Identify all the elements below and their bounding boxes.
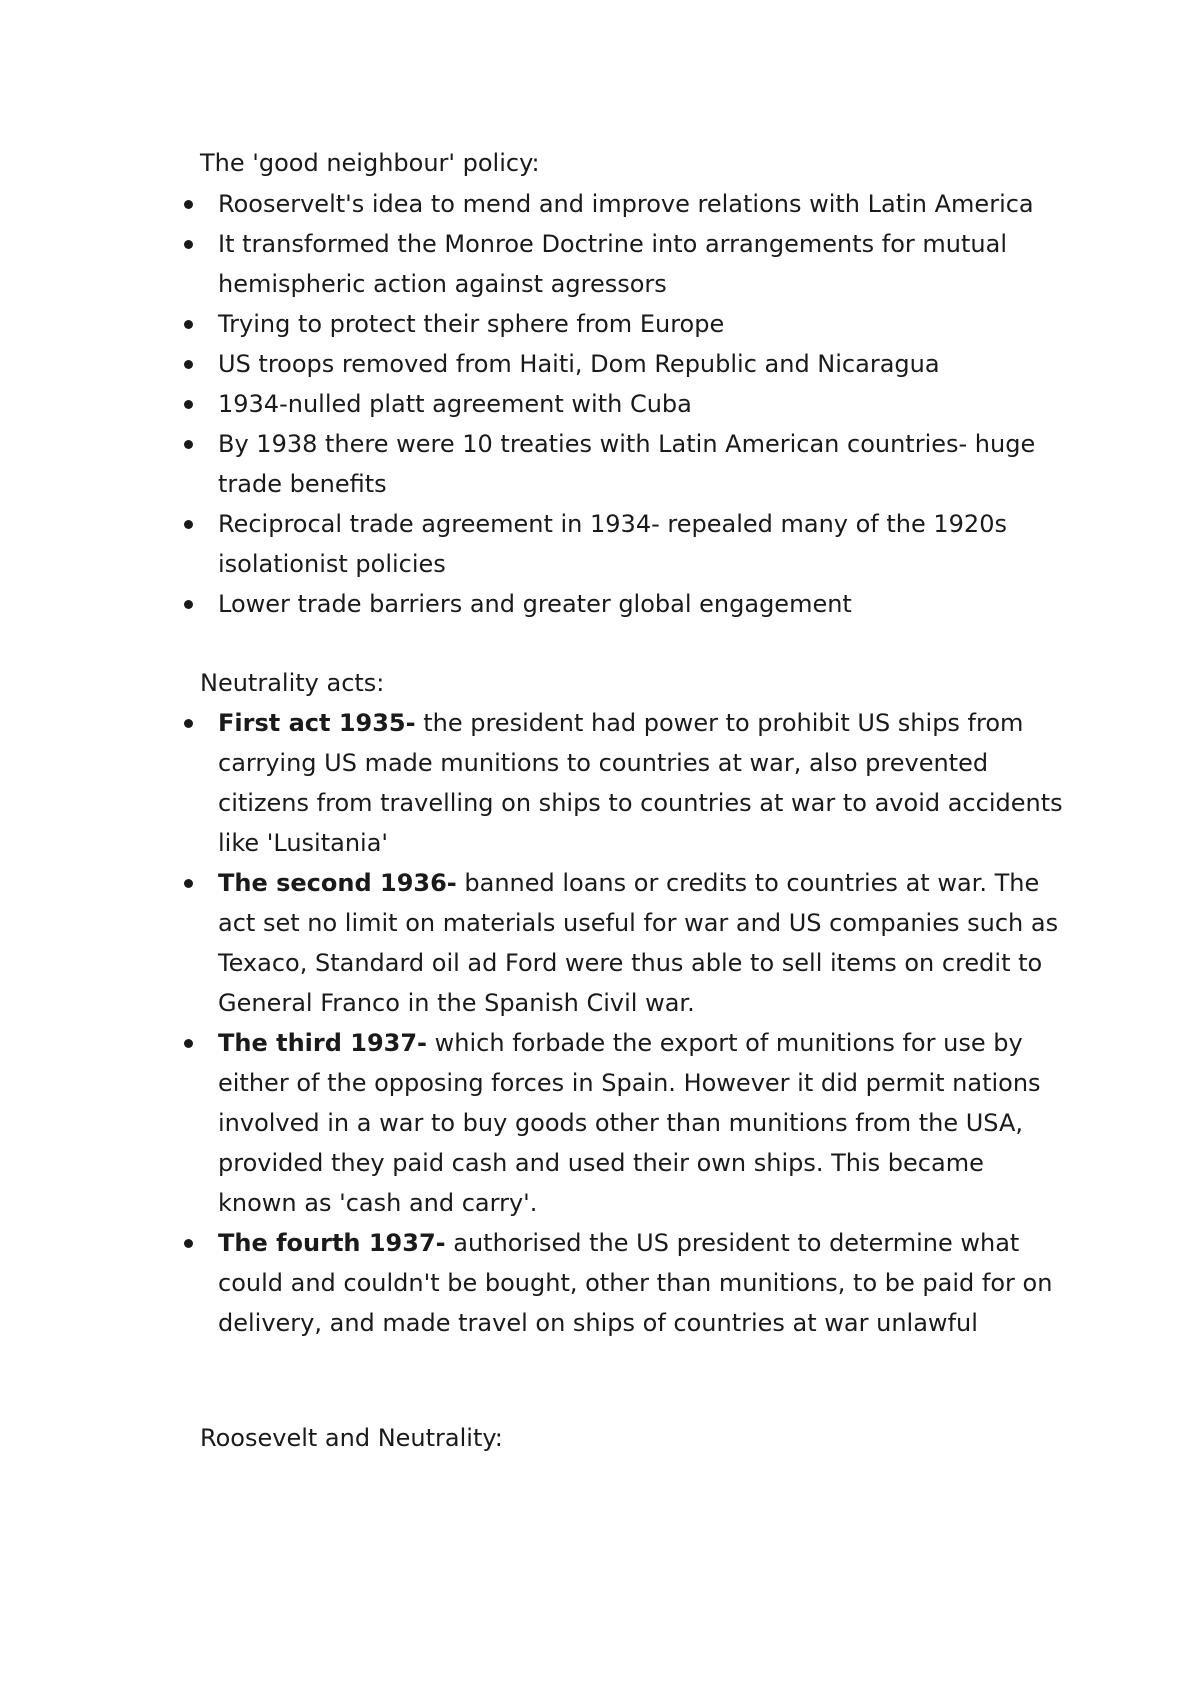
neutrality-acts-heading: Neutrality acts: bbox=[200, 669, 385, 697]
act-text: which forbade the export of munitions for use by either of the opposing forces in Spain. However it did permit nations involved in a war to buy goods other than munitions from the USA, provided they paid cash and used their own ships. This became known as 'cash and carry'. bbox=[218, 1029, 1041, 1217]
act-text: the president had power to prohibit US ships from carrying US made munitions to countries at war, also prevented citizens from travelling on ships to countries at war to avoid accidents like 'Lusitania' bbox=[218, 709, 1063, 857]
roosevelt-neutrality-heading: Roosevelt and Neutrality: bbox=[200, 1424, 503, 1452]
list-item: Reciprocal trade agreement in 1934- repealed many of the 1920s isolationist policies bbox=[0, 504, 1068, 584]
list-item: Lower trade barriers and greater global engagement bbox=[0, 584, 1068, 624]
act-lead: First act 1935- bbox=[218, 709, 416, 737]
list-item bbox=[0, 863, 1068, 1023]
act-lead: The second 1936- bbox=[218, 869, 457, 897]
act-lead: The fourth 1937- bbox=[218, 1229, 446, 1257]
list-item: Trying to protect their sphere from Europe bbox=[0, 304, 1068, 344]
list-item: US troops removed from Haiti, Dom Republic and Nicaragua bbox=[0, 344, 1068, 384]
good-neighbour-heading: The 'good neighbour' policy: bbox=[200, 149, 540, 177]
list-item bbox=[0, 703, 1068, 863]
list-item bbox=[0, 1023, 1068, 1223]
act-text: authorised the US president to determine what could and couldn't be bought, other than munitions, to be paid for on delivery, and made travel on ships of countries at war unlawful bbox=[218, 1229, 1053, 1337]
list-item: 1934-nulled platt agreement with Cuba bbox=[0, 384, 1068, 424]
act-lead: The third 1937- bbox=[218, 1029, 428, 1057]
neutrality-acts-list bbox=[0, 703, 1200, 1343]
list-item: By 1938 there were 10 treaties with Latin American countries- huge trade benefits bbox=[0, 424, 1068, 504]
list-item bbox=[0, 1223, 1068, 1343]
list-item: Rooservelt's idea to mend and improve relations with Latin America bbox=[0, 184, 1068, 224]
good-neighbour-list bbox=[0, 184, 1200, 624]
act-text: banned loans or credits to countries at war. The act set no limit on materials useful for war and US companies such as Texaco, Standard oil ad Ford were thus able to sell items on credit to General Franco in the Spanish Civil war. bbox=[218, 869, 1059, 1017]
list-item: It transformed the Monroe Doctrine into arrangements for mutual hemispheric action against agressors bbox=[0, 224, 1068, 304]
